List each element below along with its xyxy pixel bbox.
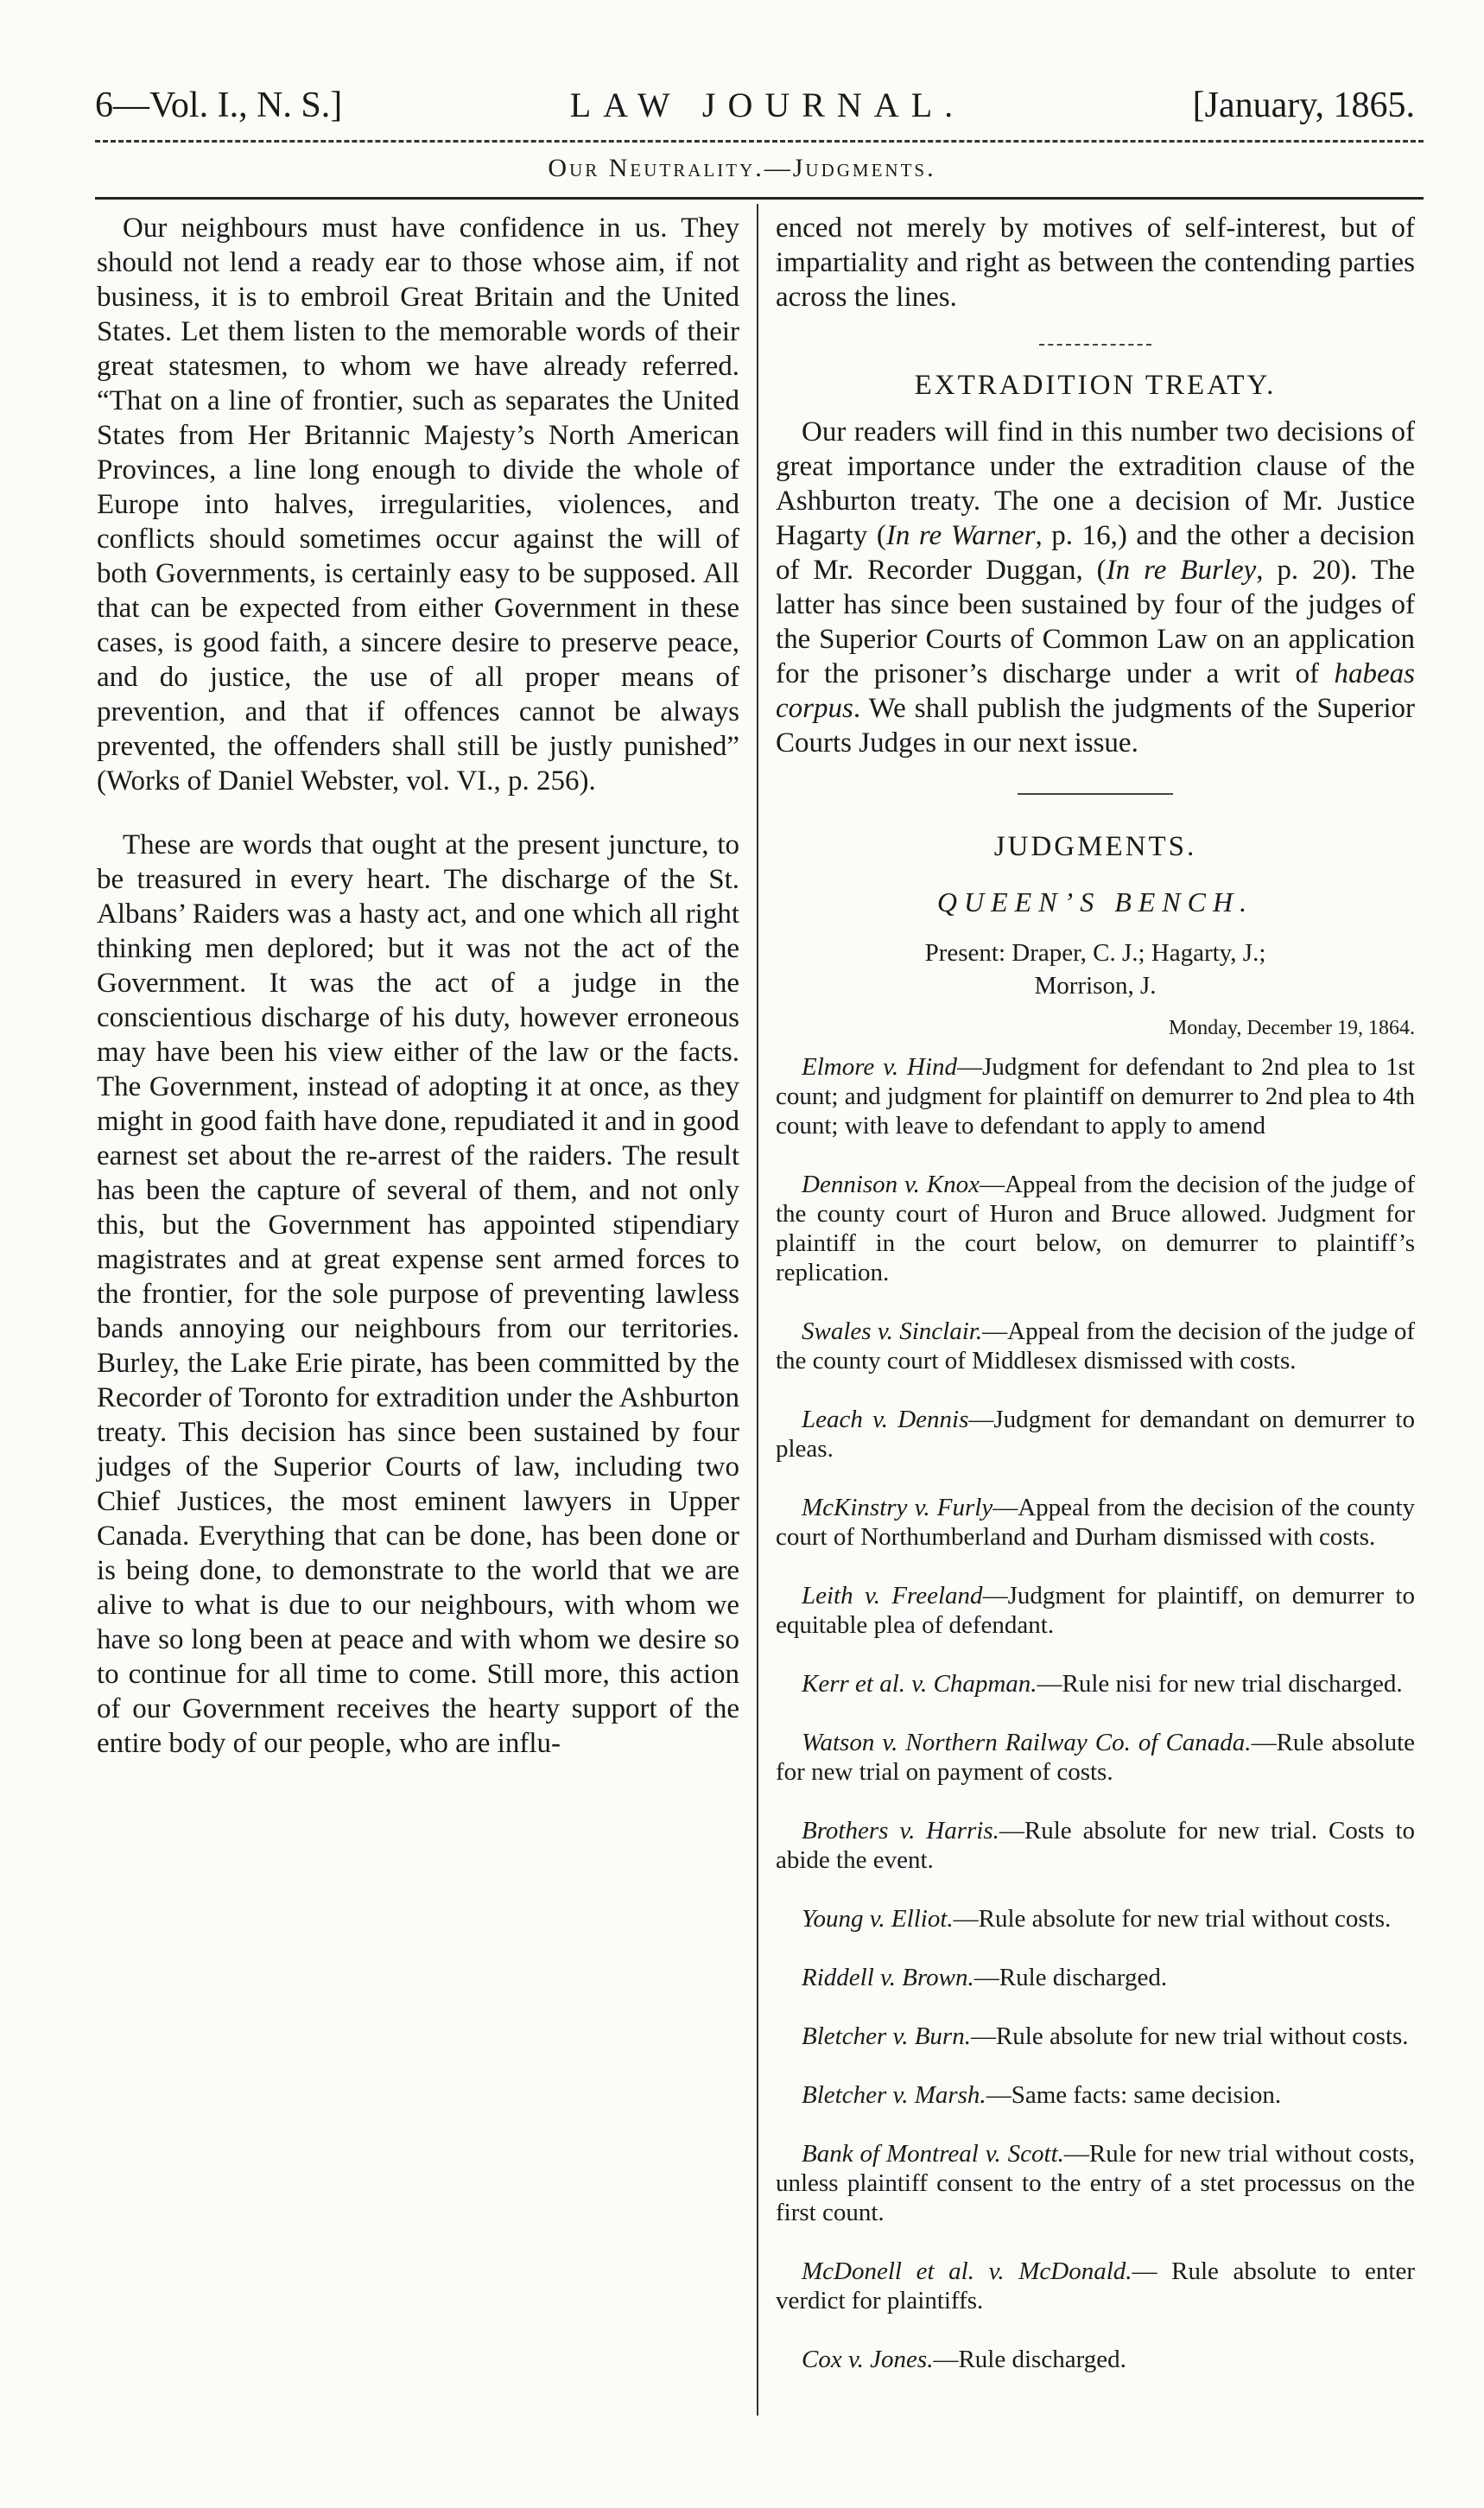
page-subheader: Our Neutrality.—Judgments. xyxy=(548,154,936,182)
case-name: Swales v. Sinclair. xyxy=(802,1317,983,1345)
case-name: Bank of Montreal v. Scott. xyxy=(802,2140,1064,2168)
case-entry xyxy=(776,1493,1415,1552)
column-divider xyxy=(757,204,758,2416)
case-ruling: —Rule discharged. xyxy=(973,1964,1168,1991)
extradition-text-3: , p. 20). The latter has since been sustained by four of the judges of the Superior Courts of Common Law on an application for the prisoner’s discharge under a writ of xyxy=(776,555,1416,689)
case-entry xyxy=(776,1904,1415,1933)
page-header xyxy=(95,85,1415,137)
header-rule xyxy=(95,140,1424,143)
case-name: Brothers v. Harris. xyxy=(802,1817,999,1844)
case-entry xyxy=(776,1816,1415,1875)
case-entry xyxy=(776,1581,1415,1640)
extradition-text-1: Our readers will find in this number two decisions of great importance under the extradition clause of the Ashburton treaty. The one a decision of Mr. Justice Hagarty ( xyxy=(776,416,1415,551)
extradition-heading: EXTRADITION TREATY. xyxy=(914,370,1277,401)
subheader-rule xyxy=(95,197,1424,200)
case-ruling: —Rule discharged. xyxy=(933,2346,1126,2373)
right-column xyxy=(776,211,1415,2403)
case-entry xyxy=(776,2139,1415,2227)
case-name: Bletcher v. Marsh. xyxy=(802,2081,986,2109)
case-name: Riddell v. Brown. xyxy=(802,1964,974,1991)
case-name: McKinstry v. Furly xyxy=(802,1494,993,1521)
case-ref-burley: In re Burley xyxy=(1106,555,1257,586)
case-entry xyxy=(776,1052,1415,1140)
case-name: Cox v. Jones. xyxy=(802,2346,934,2373)
case-name: Young v. Elliot. xyxy=(802,1905,954,1933)
case-entry xyxy=(776,1669,1415,1698)
sitting-date: Monday, December 19, 1864. xyxy=(1168,1017,1415,1039)
case-ruling: —Rule absolute for new trial without costs. xyxy=(953,1905,1392,1933)
case-name: Leith v. Freeland xyxy=(802,1582,983,1610)
judgments-heading: JUDGMENTS. xyxy=(993,831,1197,862)
judges-line-2: Morrison, J. xyxy=(1034,972,1157,1000)
case-ruling: —Appeal from the decision of the judge of the county court of Middlesex dismissed with costs. xyxy=(776,1317,1416,1375)
case-ruling: —Rule absolute for new trial. Costs to abide the event. xyxy=(776,1817,1415,1874)
case-entry xyxy=(776,2080,1415,2110)
case-ruling: —Appeal from the decision of the judge of the county court of Huron and Bruce allowed. Judgment for plaintiff in the court below, on demurrer to plaintiff’s replication. xyxy=(776,1171,1416,1286)
extradition-text-2: , p. 16,) and the other a decision of Mr. Recorder Duggan, ( xyxy=(776,520,1415,586)
case-name: Dennison v. Knox xyxy=(802,1171,980,1198)
judges-present xyxy=(776,937,1415,1002)
case-ruling: —Rule nisi for new trial discharged. xyxy=(1037,1670,1403,1698)
habeas-corpus-term: habeas corpus xyxy=(776,658,1415,724)
neutrality-paragraph-2: These are words that ought at the present juncture, to be treasured in every heart. The discharge of the St. Albans’ Raiders was a hasty act, and one which all right thinking men deplored; but it was not the act of the Government. It was the act of a judge in the conscientious discharge of his duty, however erroneous may have been his view either of the law or the facts. The Government, instead of adopting it at once, as they might in good faith have done, repudiated it and in good earnest set about the re-arrest of the raiders. The result has been the capture of several of them, and not only this, but the Government has appointed stipendiary magistrates and at great expense sent armed forces to the frontier, for the sole purpose of preventing lawless bands annoying our neighbours from our territories. Burley, the Lake Erie pirate, has been committed by the Recorder of Toronto for extradition under the Ashburton treaty. This decision has since been sustained by four judges of the Superior Courts of law, including two Chief Justices, the most eminent lawyers in Upper Canada. Everything that can be done, has been done or is being done, to demonstrate to the world that we are alive to what is due to our neighbours, with whom we have so long been at peace and with whom we desire so to continue for all time to come. Still more, this action of our Government receives the hearty support of the entire body of our people, who are influ- xyxy=(97,829,739,1759)
judges-line-1: Present: Draper, C. J.; Hagarty, J.; xyxy=(924,939,1266,967)
case-name: Leach v. Dennis xyxy=(802,1406,969,1433)
case-entry xyxy=(776,1317,1415,1375)
case-ruling: —Judgment for defendant to 2nd plea to 1st count; and judgment for plaintiff on demurrer to 2nd plea to 4th count; with leave to defendant to apply to amend xyxy=(776,1053,1415,1140)
case-name: Kerr et al. v. Chapman. xyxy=(802,1670,1037,1698)
section-separator xyxy=(1039,344,1151,346)
case-ruling: —Appeal from the decision of the county court of Northumberland and Durham dismissed with costs. xyxy=(776,1494,1416,1551)
case-entry xyxy=(776,1728,1415,1787)
case-name: Watson v. Northern Railway Co. of Canada. xyxy=(802,1729,1252,1756)
case-ruling: —Rule absolute for new trial without costs. xyxy=(970,2022,1409,2050)
case-entry xyxy=(776,1963,1415,1992)
neutrality-continuation: enced not merely by motives of self-interest, but of impartiality and right as between the contending parties across the lines. xyxy=(776,213,1415,313)
case-ruling: —Rule for new trial without costs, unless plaintiff consent to the entry of a stet processus on the first count. xyxy=(776,2140,1415,2226)
section-separator-2 xyxy=(1018,793,1173,795)
extradition-paragraph xyxy=(776,415,1415,760)
case-ruling: —Judgment for plaintiff, on demurrer to equitable plea of defendant. xyxy=(776,1582,1415,1639)
court-name: QUEEN’S BENCH. xyxy=(936,886,1254,917)
case-ruling: — Rule absolute to enter verdict for plaintiffs. xyxy=(776,2257,1415,2314)
case-ruling: —Judgment for demandant on demurrer to pleas. xyxy=(776,1406,1415,1463)
left-column xyxy=(97,211,739,1790)
journal-title: LAW JOURNAL. xyxy=(569,86,966,124)
case-entry xyxy=(776,2022,1415,2051)
volume-label: 6—Vol. I., N. S.] xyxy=(95,86,343,125)
case-list xyxy=(776,1052,1415,2374)
case-name: McDonell et al. v. McDonald. xyxy=(802,2257,1132,2285)
issue-date: [January, 1865. xyxy=(1192,86,1415,125)
case-name: Bletcher v. Burn. xyxy=(802,2022,971,2050)
neutrality-paragraph-1: Our neighbours must have confidence in us. They should not lend a ready ear to those whose aim, if not business, it is to embroil Great Britain and the United States. Let them listen to the memorable words of their great statesmen, to whom we have already referred. “That on a line of frontier, such as separates the United States from Her Britannic Majesty’s North American Provinces, a line long enough to divide the whole of Europe into halves, irregularities, violences, and conflicts should sometimes occur against the will of both Governments, is certainly easy to be supposed. All that can be expected from either Government in these cases, is good faith, a sincere desire to preserve peace, and do justice, the use of all proper means of prevention, and that if offences cannot be always prevented, the offenders shall still be justly punished” (Works of Daniel Webster, vol. VI., p. 256). xyxy=(97,213,739,797)
case-entry xyxy=(776,1405,1415,1464)
case-ref-warner: In re Warner xyxy=(885,520,1036,551)
case-entry xyxy=(776,1170,1415,1287)
case-ruling: —Rule absolute for new trial on payment of costs. xyxy=(776,1729,1415,1786)
case-entry xyxy=(776,2345,1415,2374)
extradition-text-4: . We shall publish the judgments of the Superior Courts Judges in our next issue. xyxy=(776,693,1415,759)
case-ruling: —Same facts: same decision. xyxy=(986,2081,1282,2109)
case-entry xyxy=(776,2257,1415,2315)
case-name: Elmore v. Hind xyxy=(802,1053,958,1081)
